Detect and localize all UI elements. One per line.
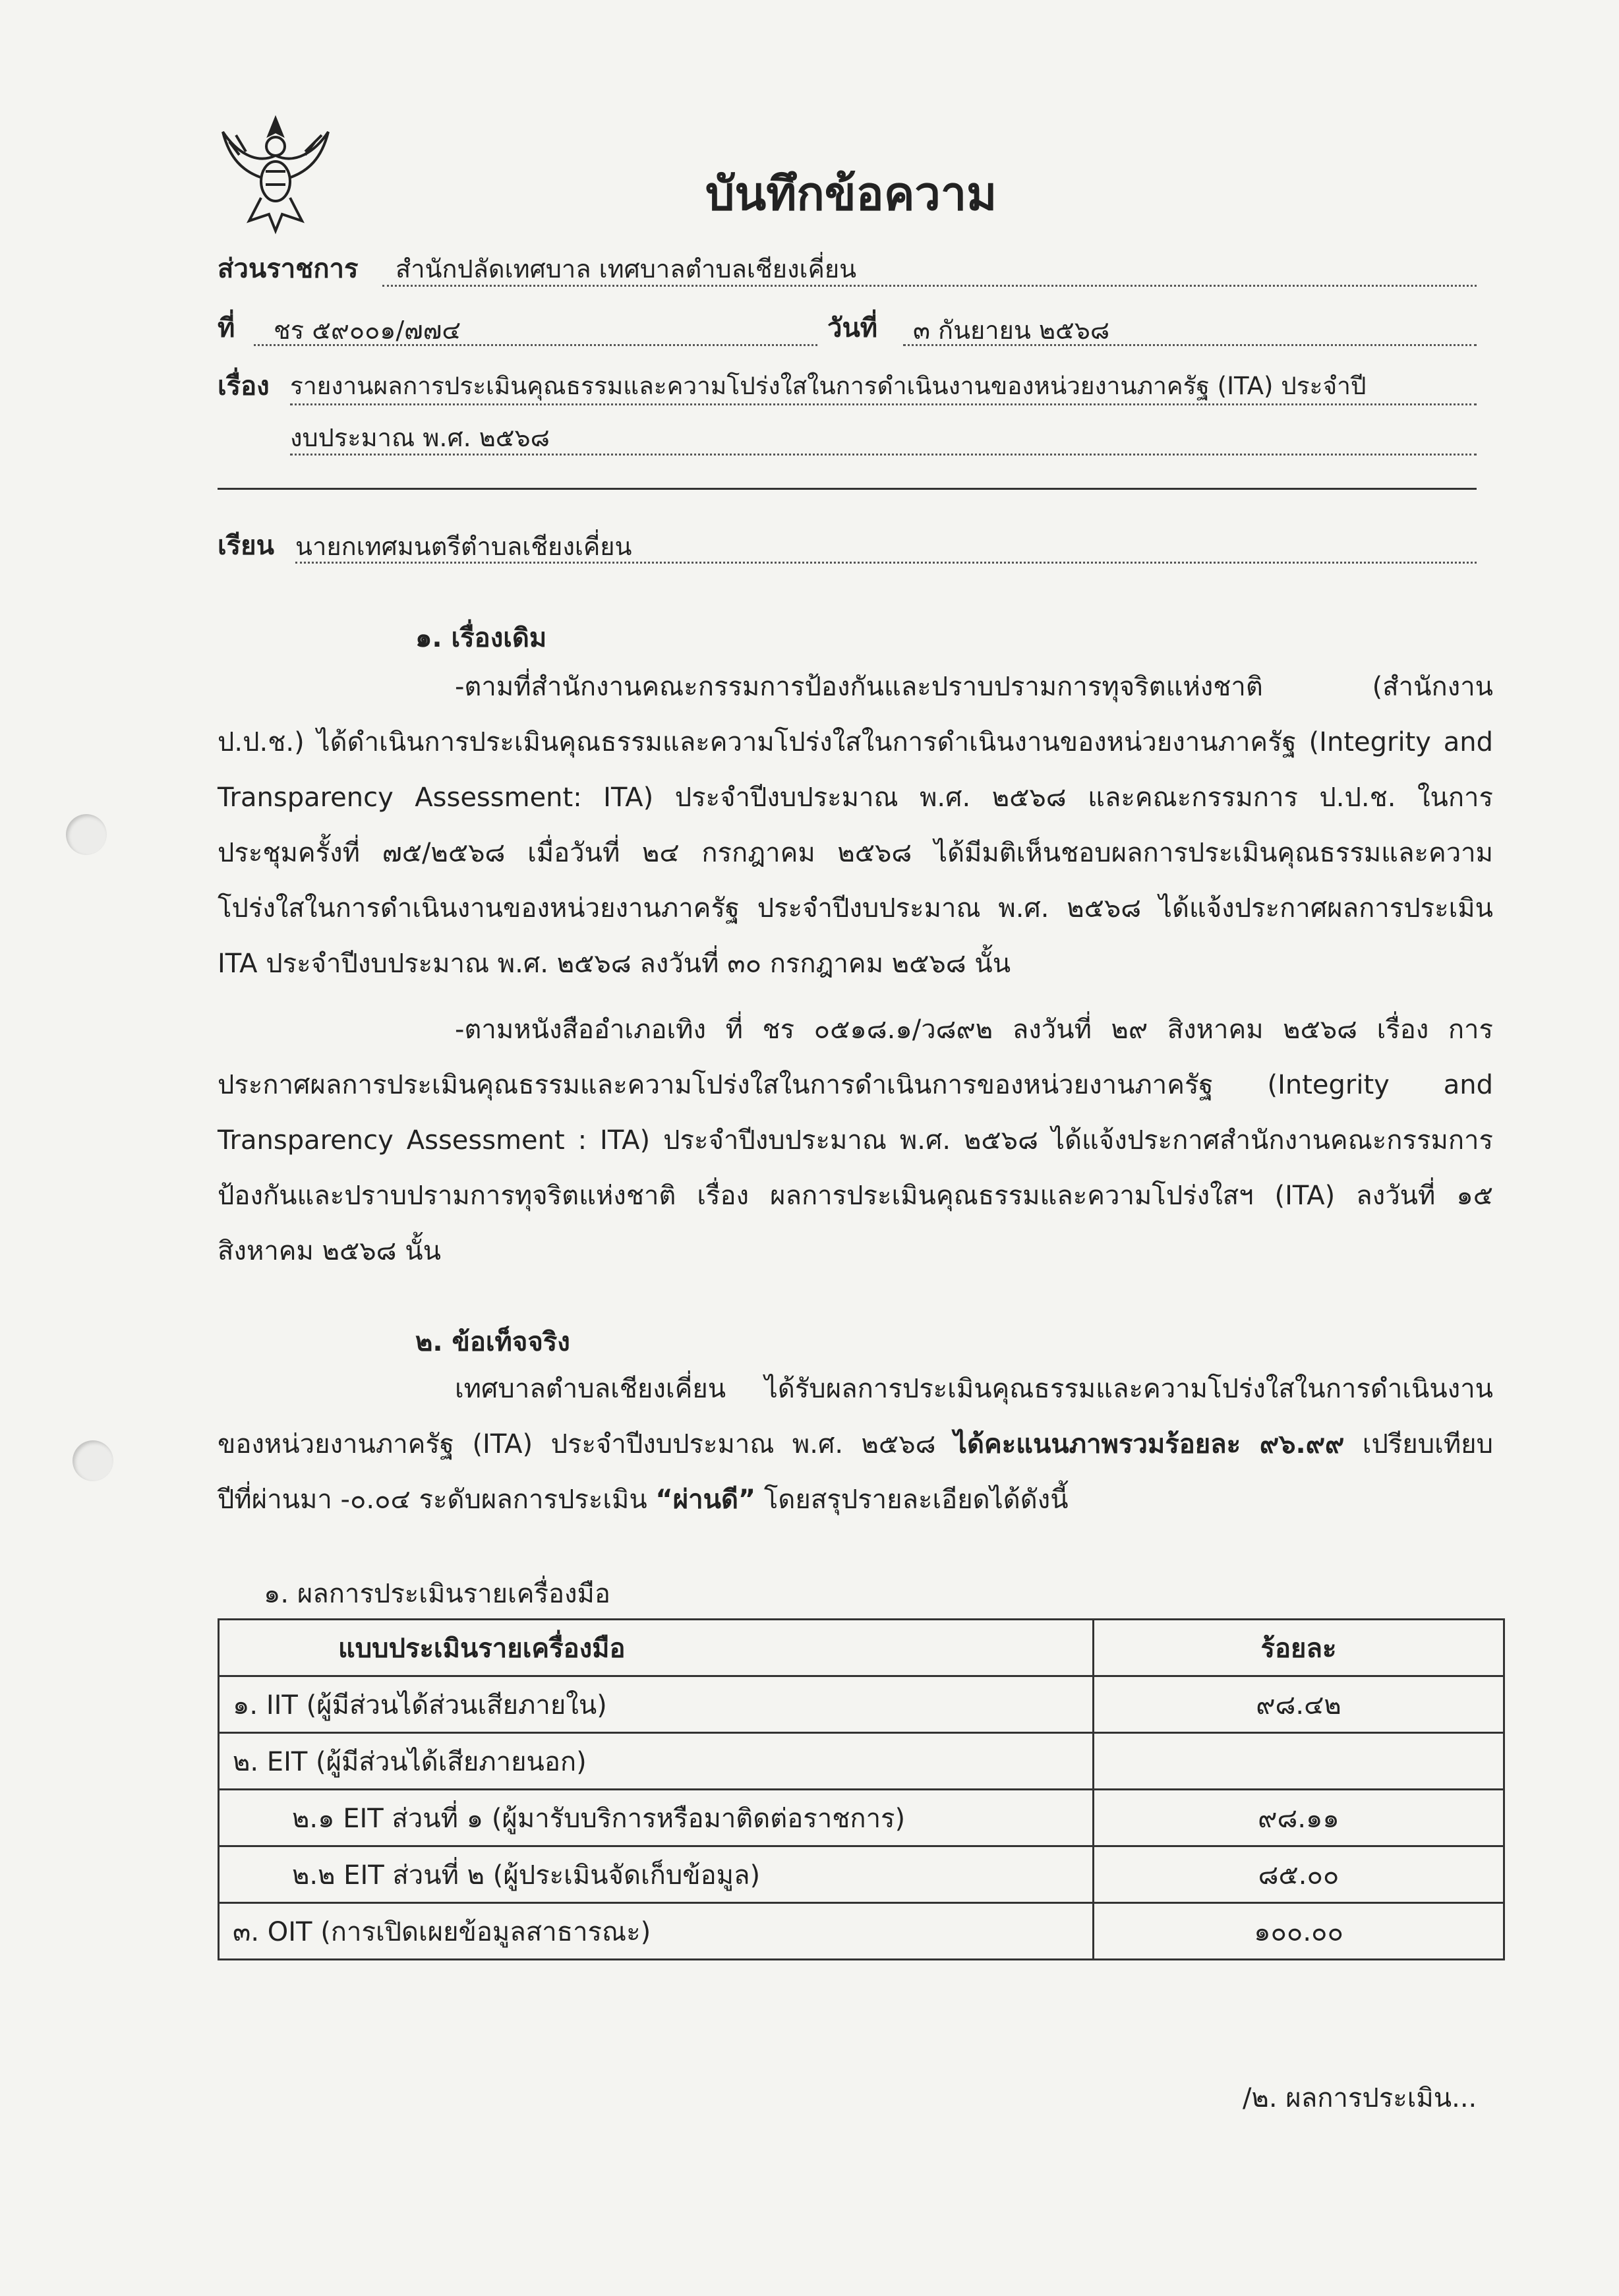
to-row	[218, 524, 274, 566]
paragraph-line: เทศบาลตำบลเชียงเคี่ยน ได้รับผลการประเมินคุณธรรมและความโปร่งใสในการดำเนินงาน	[455, 1374, 1493, 1404]
ref-value: ชร ๕๙๐๐๑/๗๗๔	[274, 316, 461, 345]
row-label: ๓. OIT (การเปิดเผยข้อมูลสาธารณะ)	[219, 1903, 1094, 1960]
table-row	[219, 1790, 1504, 1846]
paragraph-line: ITA ประจำปีงบประมาณ พ.ศ. ๒๕๖๘ ลงวันที่ ๓๐ กรกฎาคม ๒๕๖๘ นั้น	[218, 949, 1011, 979]
table-row	[219, 1733, 1504, 1790]
assessment-table	[218, 1618, 1505, 1960]
table-row	[219, 1846, 1504, 1903]
paragraph-line: สิงหาคม ๒๕๖๘ นั้น	[218, 1236, 441, 1266]
paragraph-line: -ตามที่สำนักงานคณะกรรมการป้องกันและปราบปรามการทุจริตแห่งชาติ (สำนักงาน	[455, 672, 1493, 702]
continuation-footer: /๒. ผลการประเมิน...	[1243, 2083, 1477, 2113]
ref-dotted-line	[254, 344, 817, 346]
table-header-row	[219, 1620, 1504, 1676]
subject-label: เรื่อง	[218, 371, 270, 401]
to-dotted-line	[295, 562, 1477, 564]
header-divider	[218, 488, 1477, 490]
row-label: ๒. EIT (ผู้มีส่วนได้เสียภายนอก)	[219, 1733, 1094, 1790]
paragraph-line: -ตามหนังสืออำเภอเทิง ที่ ชร ๐๕๑๘.๑/ว๘๙๒ ลงวันที่ ๒๙ สิงหาคม ๒๕๖๘ เรื่อง การ	[455, 1015, 1493, 1045]
paragraph-line	[218, 1472, 1493, 1527]
paragraph-line: ประกาศผลการประเมินคุณธรรมและความโปร่งใสในการดำเนินการของหน่วยงานภาครัฐ (Integrity and	[218, 1070, 1493, 1100]
ref-row	[218, 307, 235, 349]
subject-line-1: รายงานผลการประเมินคุณธรรมและความโปร่งใสในการดำเนินงานของหน่วยงานภาครัฐ (ITA) ประจำปี	[290, 372, 1367, 400]
section-1-heading: ๑. เรื่องเดิม	[415, 623, 547, 653]
date-row	[827, 307, 877, 349]
row-value: ๙๘.๔๒	[1094, 1676, 1504, 1733]
date-dotted-line	[903, 344, 1477, 346]
paragraph-line: ป.ป.ช.) ได้ดำเนินการประเมินคุณธรรมและความโปร่งใสในการดำเนินงานของหน่วยงานภาครัฐ (Integrity and	[218, 727, 1493, 757]
overall-score-text: ได้คะแนนภาพรวมร้อยละ ๙๖.๙๙	[953, 1429, 1345, 1459]
memo-title: บันทึกข้อความ	[705, 167, 997, 221]
text-segment: ปีที่ผ่านมา -๐.๐๔ ระดับผลการประเมิน	[218, 1485, 656, 1515]
punch-hole-bottom	[73, 1440, 113, 1481]
text-segment: ของหน่วยงานภาครัฐ (ITA) ประจำปีงบประมาณ พ.ศ. ๒๕๖๘	[218, 1429, 954, 1459]
row-value: ๑๐๐.๐๐	[1094, 1903, 1504, 1960]
to-label: เรียน	[218, 531, 274, 561]
agency-row	[218, 247, 358, 289]
section-1-paragraph-1	[218, 659, 1493, 991]
column-header-tool: แบบประเมินรายเครื่องมือ	[219, 1620, 1094, 1676]
row-label: ๒.๑ EIT ส่วนที่ ๑ (ผู้มารับบริการหรือมาติดต่อราชการ)	[219, 1790, 1094, 1846]
paragraph-line	[218, 1417, 1493, 1472]
row-label: ๒.๒ EIT ส่วนที่ ๒ (ผู้ประเมินจัดเก็บข้อมูล)	[219, 1846, 1094, 1903]
ref-label: ที่	[218, 313, 235, 343]
subject-line-2: งบประมาณ พ.ศ. ๒๕๖๘	[290, 423, 550, 452]
paragraph-line: โปร่งใสในการดำเนินงานของหน่วยงานภาครัฐ ประจำปีงบประมาณ พ.ศ. ๒๕๖๘ ได้แจ้งประกาศผลการประเมิน	[218, 893, 1493, 924]
paragraph-line: ประชุมครั้งที่ ๗๕/๒๕๖๘ เมื่อวันที่ ๒๔ กรกฎาคม ๒๕๖๘ ได้มีมติเห็นชอบผลการประเมินคุณธรรมและความ	[218, 838, 1493, 868]
date-label: วันที่	[827, 313, 878, 343]
paragraph-line: ป้องกันและปราบปรามการทุจริตแห่งชาติ เรื่อง ผลการประเมินคุณธรรมและความโปร่งใสฯ (ITA) ลงวันที่ ๑๕	[218, 1181, 1493, 1211]
paragraph-line: Transparency Assessment : ITA) ประจำปีงบประมาณ พ.ศ. ๒๕๖๘ ได้แจ้งประกาศสำนักงานคณะกรรมการ	[218, 1125, 1493, 1156]
subject-dotted-line-1	[290, 403, 1477, 405]
paragraph-line: Transparency Assessment: ITA) ประจำปีงบประมาณ พ.ศ. ๒๕๖๘ และคณะกรรมการ ป.ป.ช. ในการ	[218, 782, 1493, 813]
table-row	[219, 1676, 1504, 1733]
punch-hole-top	[66, 814, 107, 855]
text-segment: เปรียบเทียบ	[1344, 1429, 1494, 1459]
subject-row	[218, 365, 270, 407]
column-header-percent: ร้อยละ	[1094, 1620, 1504, 1676]
section-2-heading: ๒. ข้อเท็จจริง	[415, 1327, 570, 1357]
text-segment: โดยสรุปรายละเอียดได้ดังนี้	[755, 1485, 1069, 1515]
row-value	[1094, 1733, 1504, 1790]
agency-dotted-line	[382, 285, 1477, 287]
garuda-emblem-icon	[210, 105, 341, 237]
section-1-paragraph-2	[218, 1002, 1493, 1279]
agency-value: สำนักปลัดเทศบาล เทศบาลตำบลเชียงเคี่ยน	[396, 254, 857, 283]
row-value: ๘๕.๐๐	[1094, 1846, 1504, 1903]
row-value: ๙๘.๑๑	[1094, 1790, 1504, 1846]
section-2-paragraph	[218, 1361, 1493, 1527]
agency-label: ส่วนราชการ	[218, 254, 359, 284]
date-value: ๓ กันยายน ๒๕๖๘	[913, 316, 1110, 345]
table-row	[219, 1903, 1504, 1960]
row-label: ๑. IIT (ผู้มีส่วนได้ส่วนเสียภายใน)	[219, 1676, 1094, 1733]
assessment-level-text: “ผ่านดี”	[655, 1485, 756, 1515]
to-value: นายกเทศมนตรีตำบลเชียงเคี่ยน	[295, 532, 632, 561]
tool-results-subheading: ๑. ผลการประเมินรายเครื่องมือ	[264, 1579, 610, 1609]
subject-dotted-line-2	[290, 454, 1477, 456]
